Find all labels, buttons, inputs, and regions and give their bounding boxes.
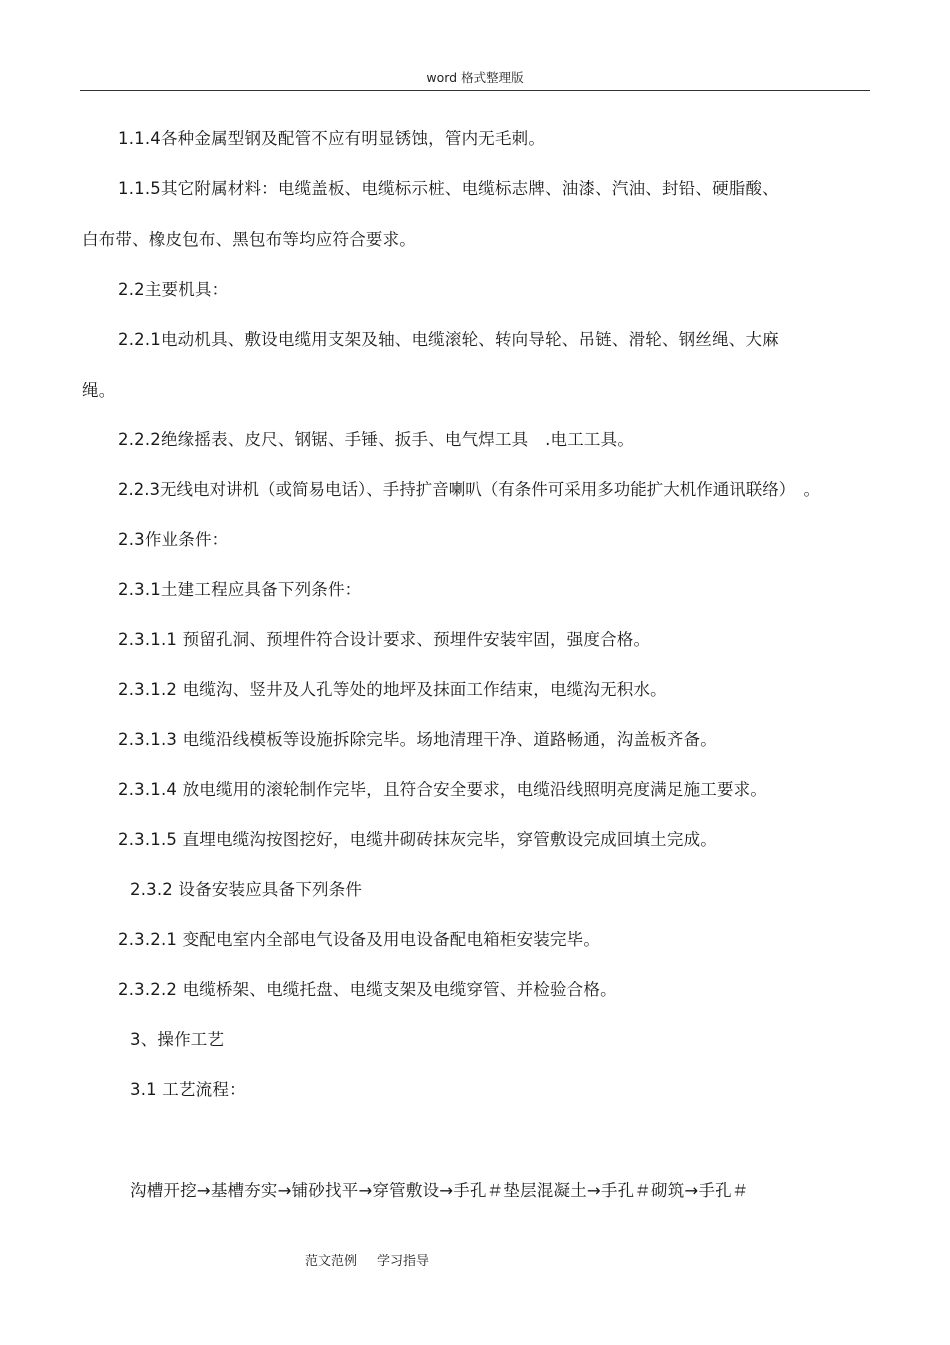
text-line-2-3-1-2: 2.3.1.2 电缆沟、竖井及人孔等处的地坪及抹面工作结束，电缆沟无积水。 — [118, 680, 667, 699]
text-line-2-3-1-1: 2.3.1.1 预留孔洞、预埋件符合设计要求、预埋件安装牢固，强度合格。 — [118, 630, 651, 649]
text-line-2-3: 2.3作业条件： — [118, 530, 229, 549]
text-line-1-1-5: 1.1.5其它附属材料：电缆盖板、电缆标示桩、电缆标志牌、油漆、汽油、封铅、硬脂酸、 — [118, 179, 779, 198]
footer-left-text: 范文范例 — [305, 1254, 358, 1269]
text-line-1-1-4: 1.1.4各种金属型钢及配管不应有明显锈蚀，管内无毛刺。 — [118, 129, 546, 148]
text-line-2-3-2-2: 2.3.2.2 电缆桥架、电缆托盘、电缆支架及电缆穿管、并检验合格。 — [118, 980, 617, 999]
text-line-2-2-3: 2.2.3无线电对讲机（或简易电话）、手持扩音喇叭（有条件可采用多功能扩大机作通讯联络） 。 — [118, 480, 820, 499]
process-flow-line: 沟槽开挖→基槽夯实→铺砂找平→穿管敷设→手孔＃垫层混凝土→手孔＃砌筑→手孔＃ — [130, 1181, 749, 1200]
text-line-2-3-1: 2.3.1土建工程应具备下列条件： — [118, 580, 362, 599]
text-line-2-2-2: 2.2.2绝缘摇表、皮尺、钢锯、手锤、扳手、电气焊工具 .电工工具。 — [118, 430, 635, 449]
text-line-2-2-1-cont: 绳。 — [82, 381, 116, 400]
text-line-2-3-1-3: 2.3.1.3 电缆沿线模板等设施拆除完毕。场地清理干净、道路畅通，沟盖板齐备。 — [118, 730, 717, 749]
page-header: word 格式整理版 — [426, 70, 524, 85]
footer-right-text: 学习指导 — [377, 1254, 430, 1269]
text-line-2-2: 2.2主要机具： — [118, 280, 229, 299]
text-line-section-3: 3、操作工艺 — [130, 1030, 225, 1049]
text-line-2-3-1-5: 2.3.1.5 直埋电缆沟按图挖好，电缆井砌砖抹灰完毕，穿管敷设完成回填土完成。 — [118, 830, 717, 849]
header-divider — [80, 90, 870, 91]
text-line-2-3-2: 2.3.2 设备安装应具备下列条件 — [130, 880, 363, 899]
text-line-2-2-1: 2.2.1电动机具、敷设电缆用支架及轴、电缆滚轮、转向导轮、吊链、滑轮、钢丝绳、大麻 — [118, 330, 779, 349]
text-line-1-1-5-cont: 白布带、橡皮包布、黑包布等均应符合要求。 — [82, 230, 416, 249]
text-line-2-3-2-1: 2.3.2.1 变配电室内全部电气设备及用电设备配电箱柜安装完毕。 — [118, 930, 601, 949]
text-line-2-3-1-4: 2.3.1.4 放电缆用的滚轮制作完毕，且符合安全要求，电缆沿线照明亮度满足施工要求。 — [118, 780, 768, 799]
text-line-3-1: 3.1 工艺流程： — [130, 1080, 246, 1099]
